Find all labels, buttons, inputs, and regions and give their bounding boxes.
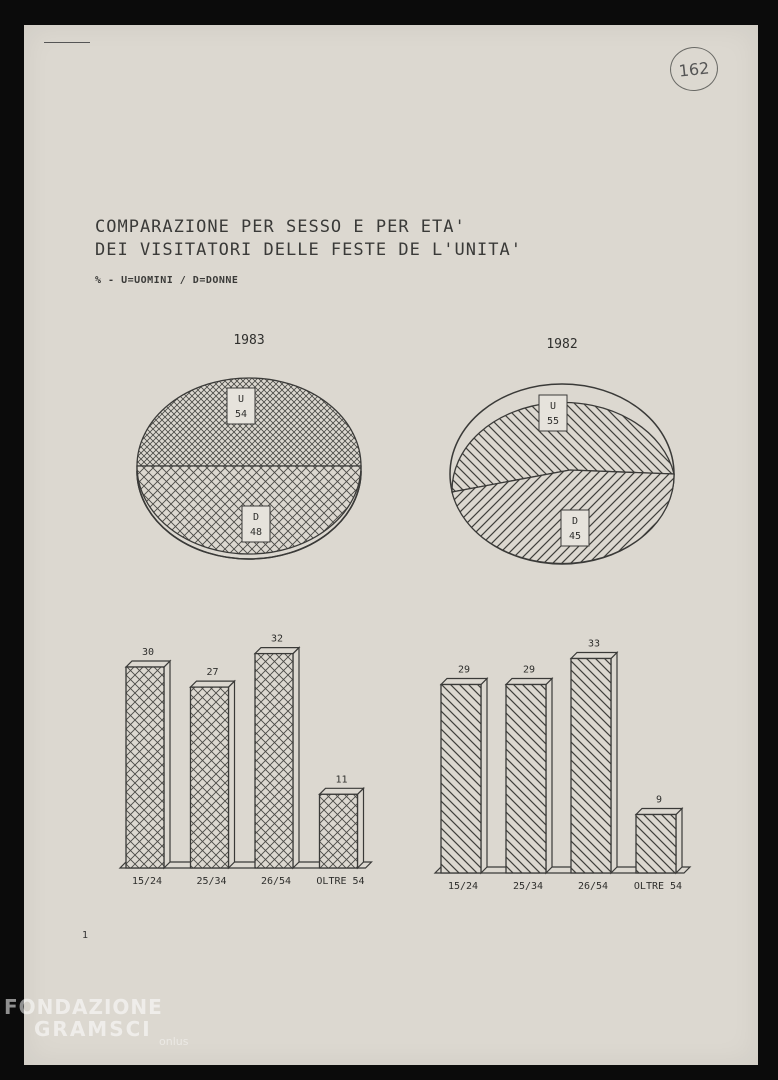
bars-1983-value-label-0: 30 — [141, 647, 155, 658]
legend-note: % - U=UOMINI / D=DONNE — [95, 275, 239, 286]
bars-1983-bar-1 — [191, 687, 229, 868]
pie-1982-title: 1982 — [546, 337, 578, 352]
bar-chart-1982 — [435, 639, 690, 893]
bars-1982-bar-side-3 — [676, 809, 682, 874]
watermark-logo — [4, 995, 188, 1048]
bars-1983-bar-top-2 — [255, 648, 299, 654]
bars-1983-bar-top-0 — [126, 661, 170, 667]
bars-1982-bar-top-2 — [571, 653, 617, 659]
bars-1982-bar-top-3 — [636, 809, 682, 815]
bars-1983-bar-0 — [126, 667, 164, 868]
bars-1982-bar-2 — [571, 659, 611, 874]
pie-chart-1983 — [137, 333, 361, 559]
bars-1982-value-label-0: 29 — [457, 664, 471, 676]
pie-1983-title: 1983 — [233, 333, 265, 348]
bars-1983-bar-2 — [255, 654, 293, 868]
bars-1982-category-label-2: 26/54 — [577, 881, 609, 892]
bars-1982-bar-side-0 — [481, 679, 487, 874]
bars-1983-category-label-2: 26/54 — [260, 876, 292, 887]
page-number: 1 — [82, 930, 89, 941]
bars-1982-bar-1 — [506, 685, 546, 874]
bars-1983-bar-3 — [320, 794, 358, 868]
bars-1983-category-label-0: 15/24 — [131, 876, 163, 887]
title-line-1: COMPARAZIONE PER SESSO E PER ETA' — [95, 217, 466, 237]
watermark-line-1: FONDAZIONE — [4, 995, 163, 1019]
title-line-2: DEI VISITATORI DELLE FESTE DE L'UNITA' — [95, 240, 522, 260]
watermark-line-2: GRAMSCI — [34, 1017, 152, 1041]
bars-1983-bar-side-0 — [164, 661, 170, 868]
bars-1982-category-label-3: OLTRE 54 — [633, 881, 683, 892]
bars-1982-value-label-1: 29 — [522, 664, 536, 676]
watermark-line-3: onlus — [159, 1035, 189, 1048]
pie-1983-label-d-name: D — [252, 512, 260, 523]
bars-1982-bar-top-0 — [441, 679, 487, 685]
bars-1983-category-label-1: 25/34 — [196, 876, 227, 887]
pie-chart-1982 — [450, 337, 674, 564]
pie-1983-label-d-value: 48 — [249, 527, 263, 538]
bars-1983-value-label-2: 32 — [270, 633, 284, 645]
bars-1983-bar-top-1 — [191, 681, 235, 687]
bars-1983-value-label-1: 27 — [206, 667, 219, 679]
bars-1982-category-label-0: 15/24 — [447, 881, 479, 892]
bars-1983-bar-side-3 — [358, 788, 364, 868]
bar-chart-1983 — [120, 634, 372, 887]
bars-1982-bar-0 — [441, 685, 481, 874]
pie-1983-label-u-name: U — [237, 394, 245, 405]
pie-1982-label-d-name: D — [571, 516, 579, 527]
pie-1982-label-u-value: 55 — [546, 416, 560, 427]
bars-1982-value-label-3: 9 — [655, 794, 663, 806]
bars-1982-bar-3 — [636, 815, 676, 874]
pie-1982-label-u-name: U — [549, 401, 557, 412]
bars-1982-bar-side-2 — [611, 653, 617, 874]
bars-1982-category-label-1: 25/34 — [512, 881, 544, 892]
bars-1983-value-label-3: 11 — [335, 774, 348, 786]
bars-1982-bar-side-1 — [546, 679, 552, 874]
archive-number-stamp: 162 — [668, 45, 720, 94]
bars-1983-bar-top-3 — [320, 788, 364, 794]
pie-1983-label-u-value: 54 — [234, 409, 248, 420]
bars-1982-bar-top-1 — [506, 679, 552, 685]
bars-1983-bar-side-1 — [229, 681, 235, 868]
bars-1983-category-label-3: OLTRE 54 — [316, 876, 365, 887]
bars-1982-value-label-2: 33 — [587, 638, 601, 650]
bars-1983-bar-side-2 — [293, 648, 299, 868]
pie-1982-label-d-value: 45 — [568, 531, 582, 542]
